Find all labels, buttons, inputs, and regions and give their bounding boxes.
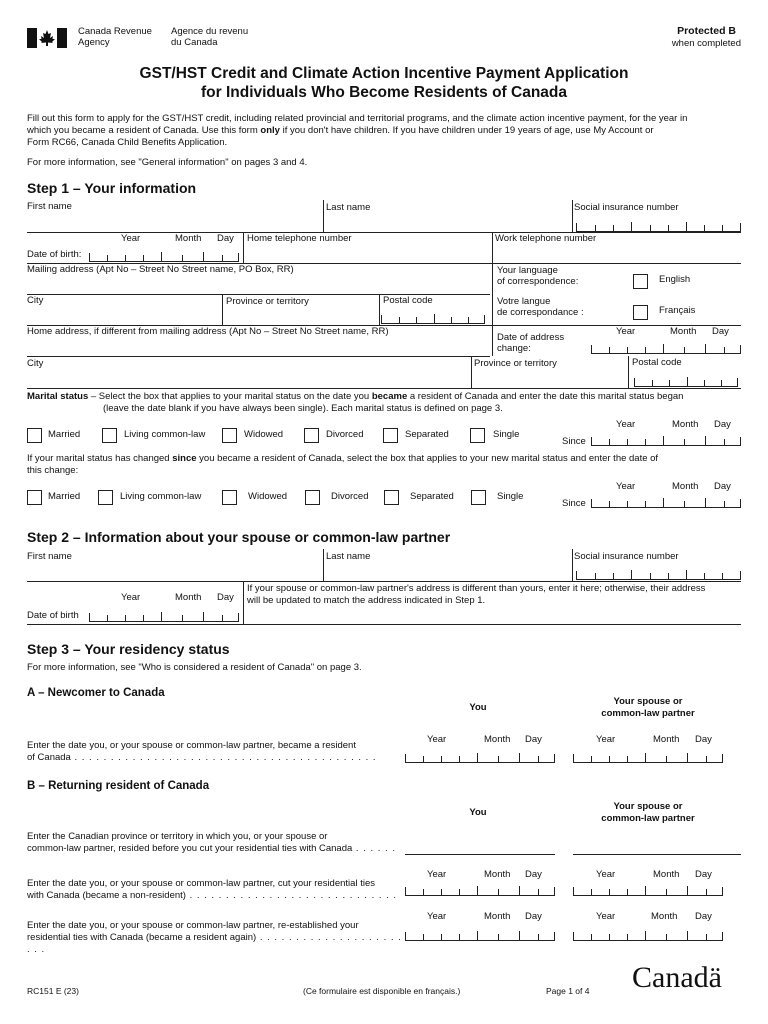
spouse-dob-month-label: Month [175,592,202,603]
intro-paragraph [27,113,747,149]
b2-spouse-year-label: Year [596,869,616,880]
province-before-you-input[interactable] [405,840,555,855]
single-checkbox[interactable] [470,428,485,443]
married-change-label: Married [48,491,81,502]
step1-heading: Step 1 – Your information [27,180,197,196]
a-spouse-month-label: Month [653,734,680,745]
title-line-1: GST/HST Credit and Climate Action Incentive Payment Application [139,65,629,82]
widowed-change-checkbox[interactable] [222,490,237,505]
language-label-2: of correspondence: [497,276,579,287]
agency-name-fr-1: Agence du revenu [171,26,249,37]
address-change-label-1: Date of address [497,332,565,343]
divorced-checkbox[interactable] [304,428,319,443]
spouse-address-note: If your spouse or common-law partner's address is different than yours, enter it here; otherwise, their address will be updated to match the address indicated in Step 1. [247,583,706,606]
home-phone-label: Home telephone number [247,233,352,244]
a-you-day-label: Day [525,734,542,745]
change-day-label: Day [714,481,731,492]
widowed-checkbox[interactable] [222,428,237,443]
b3-you-month-label: Month [484,911,511,922]
intro-line-2: which you became a resident of Canada. Use this form only if you don't have children. If you have children under 19 years of age, use My Account or [27,125,654,136]
mailing-address-label: Mailing address (Apt No – Street No Street name, PO Box, RR) [27,264,294,275]
returning-resident-heading: B – Returning resident of Canada [27,780,210,792]
marital-day-label: Day [714,419,731,430]
mailing-address-input[interactable] [27,277,490,293]
separated-label: Separated [405,429,449,440]
postal-code-label: Postal code [383,295,433,306]
spouse-address-input[interactable] [247,608,741,623]
marital-year-label: Year [616,419,636,430]
married-checkbox[interactable] [27,428,42,443]
single-change-label: Single [497,491,524,502]
spouse-last-name-label: Last name [326,551,371,562]
single-label: Single [493,429,520,440]
b3-you-day-label: Day [525,911,542,922]
when-completed-label: when completed [671,38,741,49]
marital-change-instructions: If your marital status has changed since you became a resident of Canada, select the box that applies to your new marital status and enter the date of this change: [27,453,659,476]
sin-label: Social insurance number [574,202,679,213]
step2-heading: Step 2 – Information about your spouse or common-law partner [27,529,451,545]
francais-checkbox[interactable] [633,305,648,320]
page-title [0,64,768,102]
cut-ties-question: Enter the date you, or your spouse or common-law partner, cut your residential ties with Canada (became a non-resident) . . . . . . . . . . . . . . . . . . . . . . . . . . . . . [27,878,398,901]
reestablished-ties-question: Enter the date you, or your spouse or common-law partner, re-established your residential ties with Canada (became a resident again) . . . . . . . . . . . . . . . . . . . . . . . [27,920,402,955]
address-change-date-input[interactable] [591,345,741,354]
widowed-change-label: Widowed [248,491,288,502]
common-law-change-checkbox[interactable] [98,490,113,505]
city2-input[interactable] [27,371,468,387]
spouse-dob-year-label: Year [121,592,141,603]
b3-spouse-year-label: Year [596,911,616,922]
language-label-1: Your language [497,265,558,276]
change-year-label: Year [616,481,636,492]
dob-day-label: Day [217,233,234,244]
a-spouse-year-label: Year [596,734,616,745]
common-law-change-label: Living common-law [120,491,202,502]
agency-name-en-1: Canada Revenue [78,26,152,37]
newcomer-heading: A – Newcomer to Canada [27,687,165,699]
step3-heading: Step 3 – Your residency status [27,641,230,657]
french-availability-note: (Ce formulaire est disponible en français.) [303,986,461,996]
votre-langue-label-2: de correspondance : [497,307,584,318]
married-label: Married [48,429,81,440]
last-name-label: Last name [326,202,371,213]
a-spouse-day-label: Day [695,734,712,745]
address-change-year-label: Year [616,326,636,337]
dob-year-label: Year [121,233,141,244]
b3-you-year-label: Year [427,911,447,922]
newcomer-date-question: Enter the date you, or your spouse or common-law partner, became a resident of Canada . . . . . . . . . . . . . . . . . . . . . . . . . . . . . . . . . . . . . . . . . . [27,740,377,763]
spouse-dob-label: Date of birth [27,610,79,621]
first-name-input[interactable] [27,214,322,232]
divorced-change-label: Divorced [331,491,369,502]
marital-status-instructions: Marital status – Select the box that applies to your marital status on the date you became a resident of Canada and enter the date this marital status began (leave the date blank if you have always been single). Each marital status is defined on page 3. [27,391,684,414]
widowed-label: Widowed [244,429,284,440]
marital-since-label: Since [562,436,586,447]
province-label: Province or territory [226,296,309,307]
home-phone-input[interactable] [247,246,490,262]
separated-checkbox[interactable] [383,428,398,443]
canada-flag-icon [27,28,67,48]
protected-b-label: Protected B [677,25,736,37]
english-checkbox[interactable] [633,274,648,289]
change-month-label: Month [672,481,699,492]
home-address-input[interactable] [27,339,490,355]
title-line-2: for Individuals Who Become Residents of Canada [200,84,568,101]
city-input[interactable] [27,308,220,324]
dob-input[interactable] [89,253,239,262]
newcomer-you-date-input[interactable] [405,754,555,763]
divorced-label: Divorced [326,429,364,440]
change-since-date-input[interactable] [591,499,741,508]
dob-month-label: Month [175,233,202,244]
newcomer-spouse-header: Your spouse or common-law partner [601,696,695,719]
returning-you-header: You [469,807,487,818]
newcomer-spouse-date-input[interactable] [573,754,723,763]
form-id: RC151 E (23) [27,986,79,996]
newcomer-you-header: You [469,702,487,713]
first-name-label: First name [27,201,72,212]
intro-more-info: For more information, see "General information" on pages 3 and 4. [27,157,308,168]
address-change-day-label: Day [712,326,729,337]
b2-spouse-month-label: Month [653,869,680,880]
spouse-sin-label: Social insurance number [574,551,679,562]
address-change-label-2: change: [497,343,531,354]
spouse-dob-input[interactable] [89,613,239,622]
home-address-label: Home address, if different from mailing address (Apt No – Street No Street name, RR) [27,326,389,337]
province2-input[interactable] [474,371,626,387]
spouse-first-name-input[interactable] [27,563,322,580]
separated-change-checkbox[interactable] [384,490,399,505]
postal-code2-label: Postal code [632,357,682,368]
address-change-month-label: Month [670,326,697,337]
francais-label: Français [659,305,696,316]
b2-you-day-label: Day [525,869,542,880]
spouse-last-name-input[interactable] [326,563,570,580]
b3-spouse-month-label: Month [651,911,678,922]
b3-spouse-day-label: Day [695,911,712,922]
sin-input[interactable] [576,223,741,232]
intro-line-1: Fill out this form to apply for the GST/HST credit, including related provincial and territorial programs, and the climate action incentive payment, for the year in [27,113,688,124]
change-since-label: Since [562,498,586,509]
a-you-year-label: Year [427,734,447,745]
spouse-first-name-label: First name [27,551,72,562]
votre-langue-label-1: Votre langue [497,296,551,307]
b2-spouse-day-label: Day [695,869,712,880]
province-input[interactable] [226,308,376,324]
agency-name-fr-2: du Canada [171,37,218,48]
english-label: English [659,274,691,285]
postal-code2-input[interactable] [634,378,738,387]
separated-change-label: Separated [410,491,454,502]
married-change-checkbox[interactable] [27,490,42,505]
cut-ties-spouse-date-input[interactable] [573,887,723,896]
spouse-sin-input[interactable] [576,571,741,580]
province-before-question: Enter the Canadian province or territory in which you, or your spouse or common-law partner, resided before you cut your residential ties with Canada . . . . . . [27,831,396,854]
a-you-month-label: Month [484,734,511,745]
marital-month-label: Month [672,419,699,430]
canada-wordmark: Canadä [632,961,722,994]
common-law-label: Living common-law [124,429,206,440]
common-law-checkbox[interactable] [102,428,117,443]
cut-ties-you-date-input[interactable] [405,887,555,896]
postal-code-input[interactable] [381,315,485,324]
marital-since-date-input[interactable] [591,437,741,446]
city2-label: City [27,358,44,369]
last-name-input[interactable] [326,214,570,232]
divorced-change-checkbox[interactable] [305,490,320,505]
work-phone-input[interactable] [495,246,741,262]
work-phone-label: Work telephone number [495,233,597,244]
province-before-spouse-input[interactable] [573,840,741,855]
returning-spouse-header: Your spouse or common-law partner [601,801,695,824]
province2-label: Province or territory [474,358,557,369]
city-label: City [27,295,44,306]
intro-line-3: Form RC66, Canada Child Benefits Application. [27,137,228,148]
spouse-dob-day-label: Day [217,592,234,603]
agency-name-en-2: Agency [78,37,110,48]
reestablished-spouse-date-input[interactable] [573,932,723,941]
b2-you-year-label: Year [427,869,447,880]
reestablished-you-date-input[interactable] [405,932,555,941]
page-number: Page 1 of 4 [546,986,590,996]
residency-info: For more information, see "Who is considered a resident of Canada" on page 3. [27,662,362,673]
single-change-checkbox[interactable] [471,490,486,505]
b2-you-month-label: Month [484,869,511,880]
dob-label: Date of birth: [27,249,82,260]
